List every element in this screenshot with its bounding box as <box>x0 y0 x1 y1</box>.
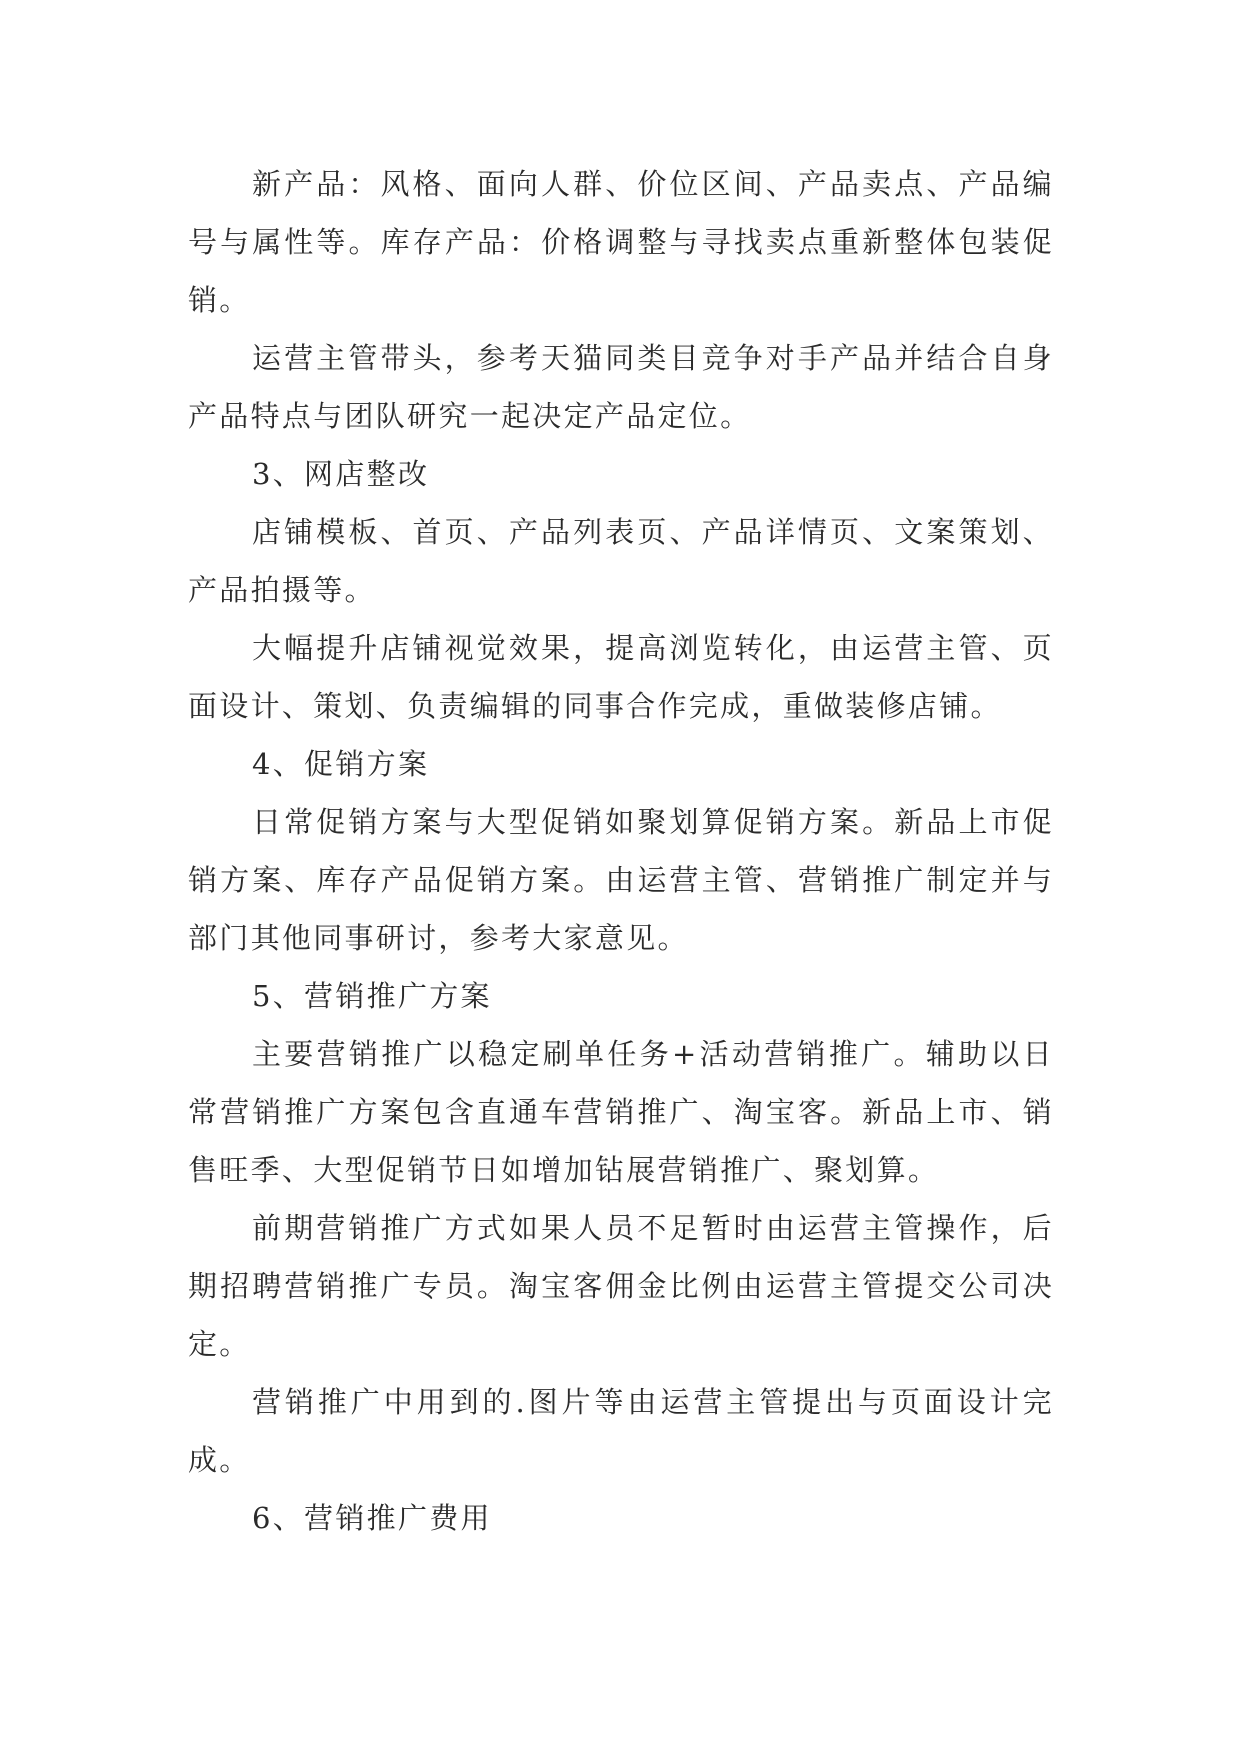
paragraph-positioning: 运营主管带头，参考天猫同类目竞争对手产品并结合自身产品特点与团队研究一起决定产品定位。 <box>188 341 1054 433</box>
paragraph-new-product: 新产品：风格、面向人群、价位区间、产品卖点、产品编号与属性等。库存产品：价格调整与寻找卖点重新整体包装促销。 <box>188 167 1054 317</box>
paragraph-marketing-main: 主要营销推广以稳定刷单任务+活动营销推广。辅助以日常营销推广方案包含直通车营销推广、淘宝客。新品上市、销售旺季、大型促销节日如增加钻展营销推广、聚划算。 <box>188 1037 1054 1187</box>
section-heading-store-renovation: 3、网店整改 <box>252 457 430 491</box>
paragraph-marketing-staffing: 前期营销推广方式如果人员不足暂时由运营主管操作，后期招聘营销推广专员。淘宝客佣金比例由运营主管提交公司决定。 <box>188 1211 1054 1361</box>
document-body <box>188 155 1054 1547</box>
paragraph-promotion-details: 日常促销方案与大型促销如聚划算促销方案。新品上市促销方案、库存产品促销方案。由运营主管、营销推广制定并与部门其他同事研讨，参考大家意见。 <box>188 805 1054 955</box>
section-heading-promotion-plan: 4、促销方案 <box>252 747 430 781</box>
paragraph-visual-upgrade: 大幅提升店铺视觉效果，提高浏览转化，由运营主管、页面设计、策划、负责编辑的同事合作完成，重做装修店铺。 <box>188 631 1054 723</box>
paragraph-store-pages: 店铺模板、首页、产品列表页、产品详情页、文案策划、产品拍摄等。 <box>188 515 1054 607</box>
paragraph-marketing-images: 营销推广中用到的.图片等由运营主管提出与页面设计完成。 <box>188 1385 1054 1477</box>
section-heading-marketing-plan: 5、营销推广方案 <box>252 979 492 1013</box>
section-heading-marketing-cost: 6、营销推广费用 <box>252 1501 492 1535</box>
